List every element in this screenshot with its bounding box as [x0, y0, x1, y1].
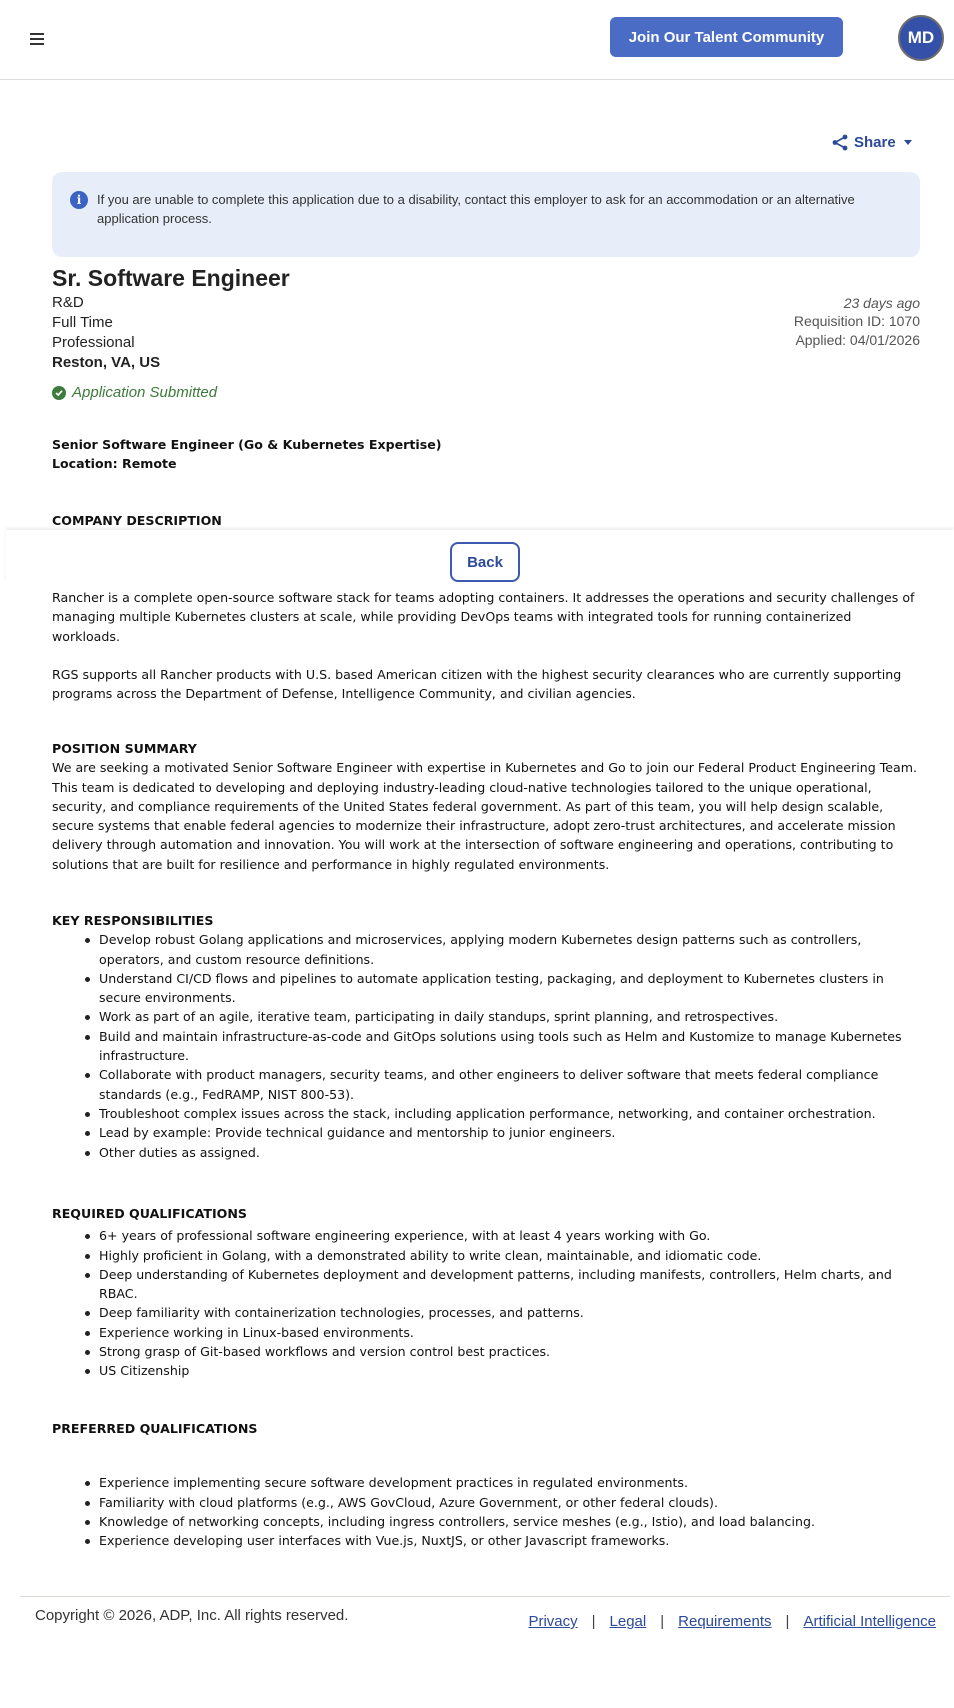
footer-link-privacy[interactable]: Privacy	[528, 1613, 578, 1630]
company-paragraph-1: Rancher is a complete open-source software stack for teams adopting containers. It addresses the operations and security challenges of managing multiple Kubernetes clusters at scale, while providing DevOps teams with integrated tools for running containerized workloads.	[52, 590, 915, 644]
required-qualification-item: Experience working in Linux-based environments.	[99, 1323, 922, 1342]
user-avatar[interactable]: MD	[898, 15, 944, 61]
preferred-qualification-item: Experience developing user interfaces with Vue.js, NuxtJS, or other Javascript frameworks.	[99, 1531, 922, 1550]
top-header	[0, 0, 954, 80]
job-location: Reston, VA, US	[52, 354, 161, 371]
preferred-qualification-item: Familiarity with cloud platforms (e.g., AWS GovCloud, Azure Government, or other federal clouds).	[99, 1493, 922, 1512]
back-button[interactable]: Back	[450, 542, 520, 582]
required-qualification-item: Highly proficient in Golang, with a demonstrated ability to write clean, maintainable, and idiomatic code.	[99, 1246, 922, 1265]
join-talent-community-button[interactable]: Join Our Talent Community	[610, 17, 843, 57]
responsibility-item: Lead by example: Provide technical guidance and mentorship to junior engineers.	[99, 1123, 922, 1142]
preferred-qualification-item: Knowledge of networking concepts, including ingress controllers, service meshes (e.g., Istio), and load balancing.	[99, 1512, 922, 1531]
job-title: Sr. Software Engineer	[52, 265, 290, 291]
share-label: Share	[854, 133, 896, 151]
job-level: Professional	[52, 334, 135, 351]
info-icon: i	[70, 191, 88, 209]
company-description	[52, 588, 922, 703]
footer-link-requirements[interactable]: Requirements	[678, 1613, 772, 1630]
company-paragraph-2: RGS supports all Rancher products with U.S. based American citizen with the highest security clearances who are currently supporting programs across the Department of Defense, Intelligence Community, and civilian agencies.	[52, 666, 902, 702]
share-icon	[832, 134, 848, 151]
required-qualification-item: US Citizenship	[99, 1361, 922, 1380]
footer-separator: |	[785, 1613, 790, 1630]
footer-separator: |	[591, 1613, 596, 1630]
notice-text: If you are unable to complete this application due to a disability, contact this employer to ask for an accommodation or an alternative application process.	[97, 192, 855, 226]
job-heading-block	[52, 435, 922, 474]
responsibility-item: Understand CI/CD flows and pipelines to automate application testing, packaging, and deployment to Kubernetes clusters in secure environments.	[99, 969, 922, 1008]
position-summary-text: We are seeking a motivated Senior Software Engineer with expertise in Kubernetes and Go to join our Federal Product Engineering Team. This team is dedicated to developing and deploying industry-leading cloud-native technologies tailored to the unique operational, security, and compliance requirements of the United States federal government. As part of this team, you will help design scalable, secure systems that enable federal agencies to modernize their infrastructure, adopt zero-trust architectures, and accelerate mission delivery through automation and innovation. You will work at the intersection of software engineering and operations, contributing to solutions that are built for resilience and performance in highly regulated environments.	[52, 760, 917, 872]
responsibility-item: Work as part of an agile, iterative team, participating in daily standups, sprint planning, and retrospectives.	[99, 1007, 922, 1026]
status-label: Application Submitted	[72, 384, 218, 401]
job-type: Full Time	[52, 314, 113, 331]
check-circle-icon	[52, 386, 66, 400]
preferred-qualification-item: Experience implementing secure software development practices in regulated environments.	[99, 1473, 922, 1492]
responsibilities-list	[52, 930, 922, 1162]
posting-location: Location: Remote	[52, 456, 177, 472]
application-status	[52, 384, 217, 401]
required-heading: REQUIRED QUALIFICATIONS	[52, 1206, 247, 1221]
required-qualification-item: Deep familiarity with containerization technologies, processes, and patterns.	[99, 1303, 922, 1322]
preferred-qualifications	[52, 1419, 922, 1550]
required-qualifications	[52, 1204, 922, 1381]
position-summary-heading: POSITION SUMMARY	[52, 741, 197, 756]
preferred-list	[52, 1473, 922, 1550]
footer-divider	[20, 1596, 950, 1597]
job-department: R&D	[52, 294, 84, 311]
responsibility-item: Troubleshoot complex issues across the stack, including application performance, networking, and container orchestration.	[99, 1104, 922, 1123]
required-qualification-item: 6+ years of professional software engineering experience, with at least 4 years working with Go.	[99, 1226, 922, 1245]
footer-link-artificial-intelligence[interactable]: Artificial Intelligence	[803, 1613, 936, 1630]
responsibility-item: Build and maintain infrastructure-as-code and GitOps solutions using tools such as Helm and Kustomize to manage Kubernetes infrastructure.	[99, 1027, 922, 1066]
position-summary	[52, 739, 922, 874]
footer-link-legal[interactable]: Legal	[609, 1613, 647, 1630]
responsibility-item: Collaborate with product managers, security teams, and other engineers to deliver software that meets federal compliance standards (e.g., FedRAMP, NIST 800-53).	[99, 1065, 922, 1104]
responsibility-item: Other duties as assigned.	[99, 1143, 922, 1162]
chevron-down-icon	[904, 140, 912, 145]
requisition-id: Requisition ID: 1070	[793, 313, 920, 329]
posting-heading: Senior Software Engineer (Go & Kubernetes Expertise)	[52, 437, 442, 452]
posted-date: 23 days ago	[843, 295, 920, 311]
responsibilities-heading: KEY RESPONSIBILITIES	[52, 913, 214, 928]
footer-links	[528, 1613, 936, 1630]
responsibility-item: Develop robust Golang applications and microservices, applying modern Kubernetes design patterns such as controllers, operators, and custom resource definitions.	[99, 930, 922, 969]
key-responsibilities	[52, 911, 922, 1162]
required-list	[52, 1226, 922, 1380]
accommodation-notice	[52, 172, 920, 257]
company-description-heading: COMPANY DESCRIPTION	[52, 513, 222, 528]
required-qualification-item: Strong grasp of Git-based workflows and version control best practices.	[99, 1342, 922, 1361]
share-button[interactable]	[832, 131, 912, 153]
preferred-heading: PREFERRED QUALIFICATIONS	[52, 1421, 258, 1436]
required-qualification-item: Deep understanding of Kubernetes deployment and development patterns, including manifests, controllers, Helm charts, and RBAC.	[99, 1265, 922, 1304]
copyright-text: Copyright © 2026, ADP, Inc. All rights reserved.	[35, 1607, 349, 1624]
applied-date: Applied: 04/01/2026	[795, 332, 920, 348]
hamburger-menu-icon[interactable]	[30, 33, 44, 45]
footer-separator: |	[660, 1613, 665, 1630]
